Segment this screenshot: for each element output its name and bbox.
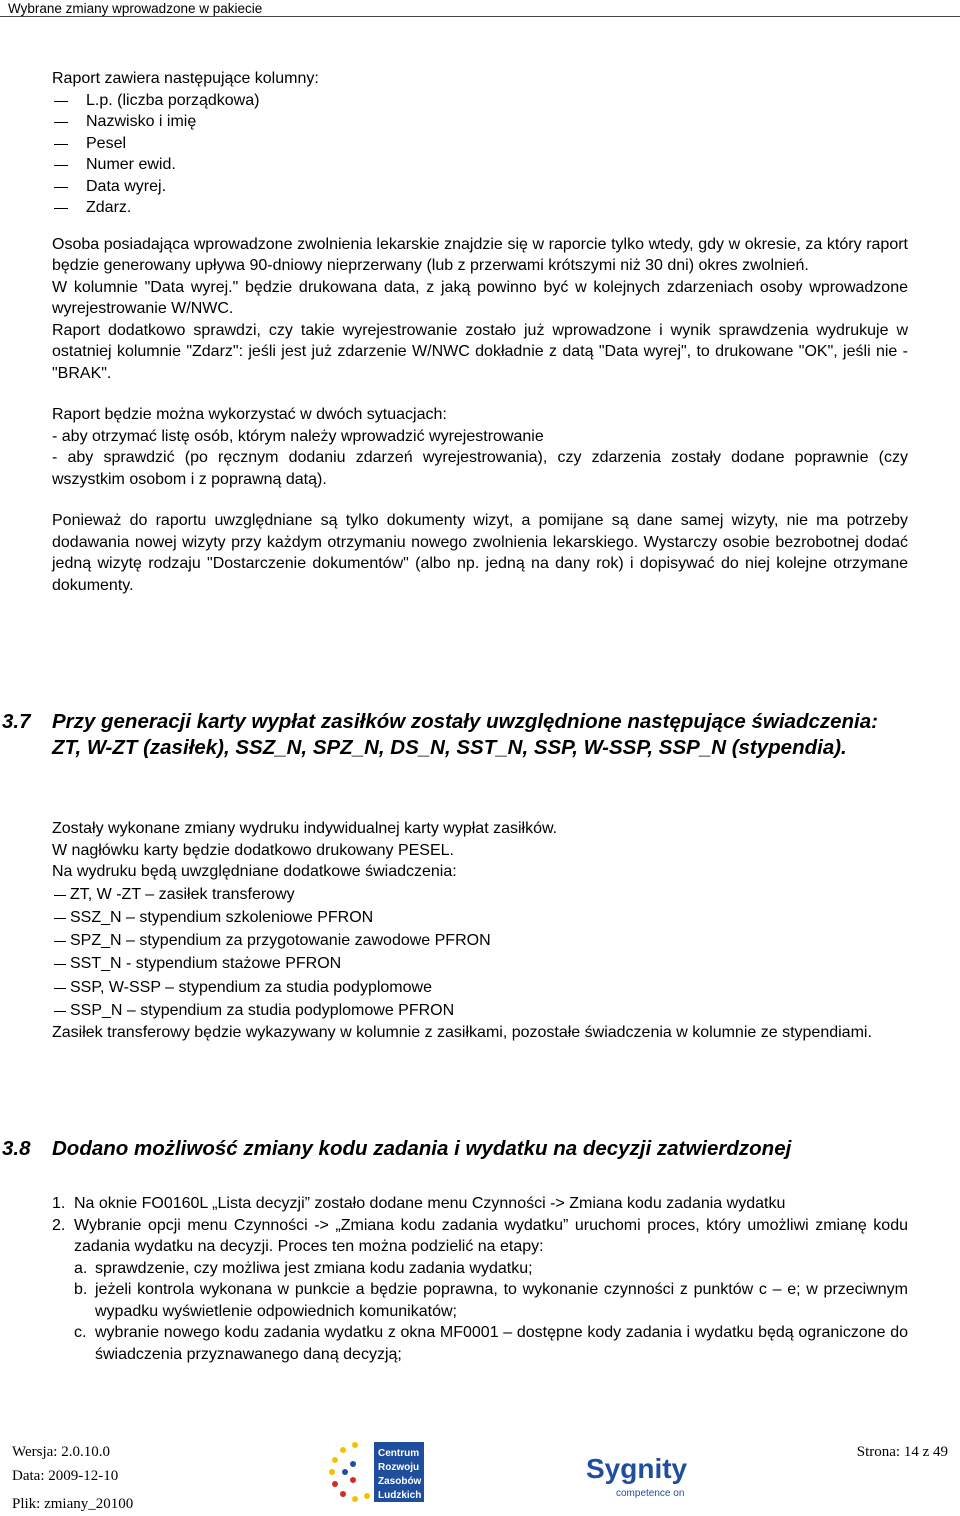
list-item: SSZ_N – stypendium szkoleniowe PFRON bbox=[52, 906, 908, 929]
item-number: 2. bbox=[52, 1216, 66, 1234]
section-title: Przy generacji karty wypłat zasiłków zostały uwzględnione następujące świadczenia: ZT, W-ZT (zasiłek), SSZ_N, SPZ_N, DS_N, SST_N, SSP, W-SSP, SSP_N (stypendia). bbox=[52, 710, 878, 759]
item-text: Wybranie opcji menu Czynności -> „Zmiana kodu zadania wydatku” uruchomi proces, który umożliwi zmianę kodu zadania wydatku na decyzji. Proces ten można podzielić na etapy: bbox=[74, 1216, 908, 1255]
list-item: SSP_N – stypendium za studia podyplomowe PFRON bbox=[52, 999, 908, 1022]
item-text: wybranie nowego kodu zadania wydatku z okna MF0001 – dostępne kody zadania i wydatku będą ograniczone do świadczenia przyznawanego daną decyzją; bbox=[95, 1324, 908, 1363]
item-text: sprawdzenie, czy możliwa jest zmiana kodu zadania wydatku; bbox=[95, 1259, 533, 1277]
crzl-logo bbox=[322, 1432, 432, 1512]
logo-text: Centrum bbox=[378, 1448, 420, 1459]
logo-text: Zasobów bbox=[378, 1476, 422, 1487]
paragraph: Ponieważ do raportu uwzględniane są tylko dokumenty wizyt, a pomijane są dane samej wizyty, nie ma potrzeby dodawania nowej wizyty przy każdym otrzymaniu nowego zwolnienia lekarskiego. Wystarczy osobie bezrobotnej dodać jedną wizytę rodzaju "Dostarczenie dokumentów" (albo np. jedną na dany rok) i dopisywać do niej kolejne otrzymane dokumenty. bbox=[52, 512, 908, 594]
star-circle-icon bbox=[329, 1442, 370, 1502]
item-letter: c. bbox=[74, 1324, 87, 1341]
logo-text: Ludzkich bbox=[378, 1490, 422, 1501]
paragraph: Raport będzie można wykorzystać w dwóch sytuacjach: bbox=[52, 406, 447, 423]
paragraph: Zasiłek transferowy będzie wykazywany w kolumnie z zasiłkami, pozostałe świadczenia w kolumnie ze stypendiami. bbox=[52, 1024, 872, 1042]
item-number: 1. bbox=[52, 1195, 66, 1212]
paragraph: Osoba posiadająca wprowadzone zwolnienia lekarskie znajdzie się w raporcie tylko wtedy, gdy w okresie, za który raport będzie generowany upływa 90-dniowy nieprzerwany (lub z przerwami krótszymi niż 30 dni) okres zwolnień. bbox=[52, 235, 908, 274]
list-item: SPZ_N – stypendium za przygotowanie zawodowe PFRON bbox=[52, 929, 908, 952]
list-item bbox=[52, 1322, 908, 1365]
paragraph: W nagłówku karty będzie dodatkowo drukowany PESEL. bbox=[52, 841, 454, 859]
sygnity-logo bbox=[586, 1446, 696, 1500]
section-top bbox=[52, 68, 908, 596]
logo-tagline: competence on bbox=[616, 1488, 685, 1499]
page-number: Strona: 14 z 49 bbox=[856, 1444, 948, 1460]
section-38-body bbox=[52, 1193, 908, 1365]
date-label: Data: 2009-12-10 bbox=[12, 1468, 119, 1484]
paragraph: Raport dodatkowo sprawdzi, czy takie wyrejestrowanie zostało już wprowadzone i wynik sprawdzenia wydrukuje w ostatniej kolumnie "Zdarz": jeśli jest już zdarzenie W/NWC dokładnie z datą "Data wyrej", to drukowane "OK", jeśli nie - "BRAK". bbox=[52, 321, 908, 382]
list-item: Zdarz. bbox=[52, 197, 908, 219]
file-label: Plik: zmiany_20100 bbox=[12, 1496, 134, 1512]
list-item: SSP, W-SSP – stypendium za studia podyplomowe bbox=[52, 976, 908, 999]
paragraph: Na wydruku będą uwzględniane dodatkowe świadczenia: bbox=[52, 863, 457, 880]
paragraph: Zostały wykonane zmiany wydruku indywidualnej karty wypłat zasiłków. bbox=[52, 820, 558, 837]
paragraph: - aby sprawdzić (po ręcznym dodaniu zdarzeń wyrejestrowania), czy zdarzenia zostały dodane poprawnie (czy wszystkim osobom i z poprawną datą). bbox=[52, 449, 908, 488]
columns-list bbox=[52, 90, 908, 219]
paragraph: - aby otrzymać listę osób, którym należy wprowadzić wyrejestrowanie bbox=[52, 427, 544, 445]
list-item: Numer ewid. bbox=[52, 154, 908, 176]
page-footer bbox=[0, 1424, 960, 1516]
list-item bbox=[52, 1193, 908, 1215]
logo-text: Sygnity bbox=[586, 1453, 688, 1484]
list-item: ZT, W -ZT – zasiłek transferowy bbox=[52, 883, 908, 906]
list-item bbox=[52, 1215, 908, 1258]
version-label: Wersja: 2.0.10.0 bbox=[12, 1444, 110, 1460]
item-text: Na oknie FO0160L „Lista decyzji” zostało dodane menu Czynności -> Zmiana kodu zadania wydatku bbox=[74, 1195, 786, 1212]
list-item: Nazwisko i imię bbox=[52, 111, 908, 133]
section-number: 3.8 bbox=[2, 1137, 31, 1160]
list-item: SST_N - stypendium stażowe PFRON bbox=[52, 952, 908, 975]
page-header: Wybrane zmiany wprowadzone w pakiecie bbox=[0, 0, 960, 17]
list-item bbox=[52, 1258, 908, 1280]
list-item: Data wyrej. bbox=[52, 176, 908, 198]
list-item: Pesel bbox=[52, 133, 908, 155]
section-number: 3.7 bbox=[2, 710, 31, 733]
list-item bbox=[52, 1279, 908, 1322]
section-title: Dodano możliwość zmiany kodu zadania i wydatku na decyzji zatwierdzonej bbox=[52, 1137, 792, 1160]
item-text: jeżeli kontrola wykonana w punkcie a będzie poprawna, to wykonanie czynności z punktów c – e; w przeciwnym wypadku wyświetlenie odpowiednich komunikatów; bbox=[95, 1281, 908, 1320]
section-37-body bbox=[52, 818, 908, 1044]
list-item: L.p. (liczba porządkowa) bbox=[52, 90, 908, 112]
logo-text: Rozwoju bbox=[378, 1462, 420, 1473]
paragraph: W kolumnie "Data wyrej." będzie drukowana data, z jaką powinno być w kolejnych zdarzeniach osoby wprowadzone wyrejestrowanie W/NWC. bbox=[52, 278, 908, 317]
columns-intro: Raport zawiera następujące kolumny: bbox=[52, 70, 319, 87]
item-letter: a. bbox=[74, 1259, 88, 1277]
item-letter: b. bbox=[74, 1281, 88, 1298]
